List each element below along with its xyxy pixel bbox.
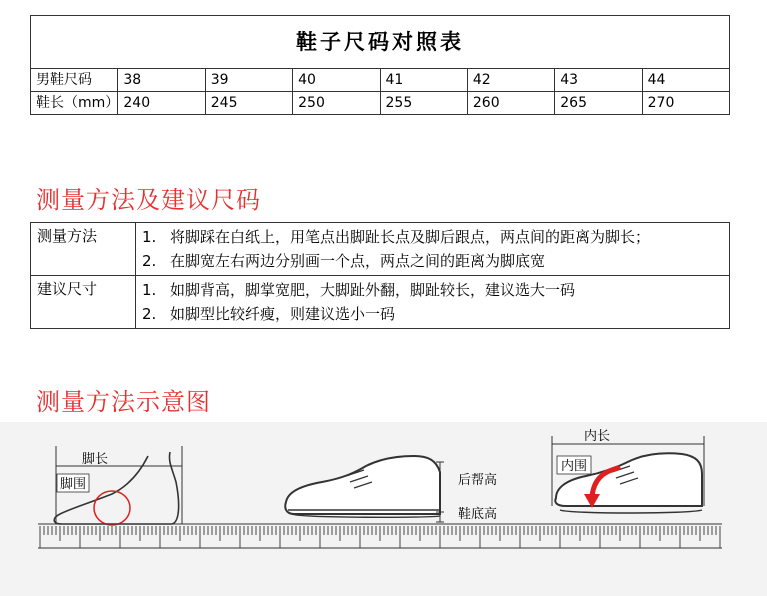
row-label: 男鞋尺码: [31, 69, 118, 92]
step-text: 在脚宽左右两边分别画一个点，两点之间的距离为脚底宽: [170, 252, 546, 270]
table-cell: 250: [293, 92, 380, 115]
table-cell: 270: [642, 92, 729, 115]
table-cell: 245: [205, 92, 292, 115]
list-item: [142, 249, 723, 273]
table-cell: 240: [118, 92, 205, 115]
size-chart-title: 鞋子尺码对照表: [31, 16, 730, 69]
list-item: [142, 302, 723, 326]
method-table: [30, 222, 730, 329]
step-text: 将脚踩在白纸上，用笔点出脚趾长点及脚后跟点，两点间的距离为脚长；: [170, 228, 651, 246]
table-row: [31, 223, 730, 276]
step-number: 1.: [142, 281, 157, 299]
sole-height-label: 鞋底高: [458, 507, 498, 522]
table-cell: 42: [467, 69, 554, 92]
method-heading: 测量方法及建议尺码: [36, 186, 261, 214]
table-cell: 38: [118, 69, 205, 92]
step-number: 2.: [142, 252, 157, 270]
table-cell: 265: [555, 92, 642, 115]
heel-height-label: 后帮高: [458, 473, 498, 488]
steps-cell: [136, 223, 730, 276]
step-text: 如脚背高，脚掌宽肥，大脚趾外翻，脚趾较长，建议选大一码: [170, 281, 576, 299]
step-number: 1.: [142, 228, 157, 246]
table-cell: 43: [555, 69, 642, 92]
table-cell: 44: [642, 69, 729, 92]
table-row: [31, 276, 730, 329]
table-row: [31, 69, 730, 92]
step-number: 2.: [142, 305, 157, 323]
table-cell: 260: [467, 92, 554, 115]
list-item: [142, 225, 723, 249]
table-cell: 40: [293, 69, 380, 92]
inner-length-label: 内长: [584, 429, 611, 444]
table-cell: 255: [380, 92, 467, 115]
row-label: 鞋长（mm）: [31, 92, 118, 115]
row-label: 测量方法: [31, 223, 136, 276]
foot-length-label: 脚长: [82, 452, 109, 467]
inner-circumference-label: 内围: [561, 459, 588, 474]
steps-cell: [136, 276, 730, 329]
table-row: [31, 92, 730, 115]
diagram-heading: 测量方法示意图: [36, 388, 211, 416]
row-label: 建议尺寸: [31, 276, 136, 329]
measurement-diagram: [0, 422, 767, 596]
step-text: 如脚型比较纤瘦，则建议选小一码: [170, 305, 396, 323]
foot-circumference-label: 脚围: [60, 477, 87, 492]
table-cell: 39: [205, 69, 292, 92]
table-cell: 41: [380, 69, 467, 92]
list-item: [142, 278, 723, 302]
size-chart-table: [30, 15, 730, 115]
